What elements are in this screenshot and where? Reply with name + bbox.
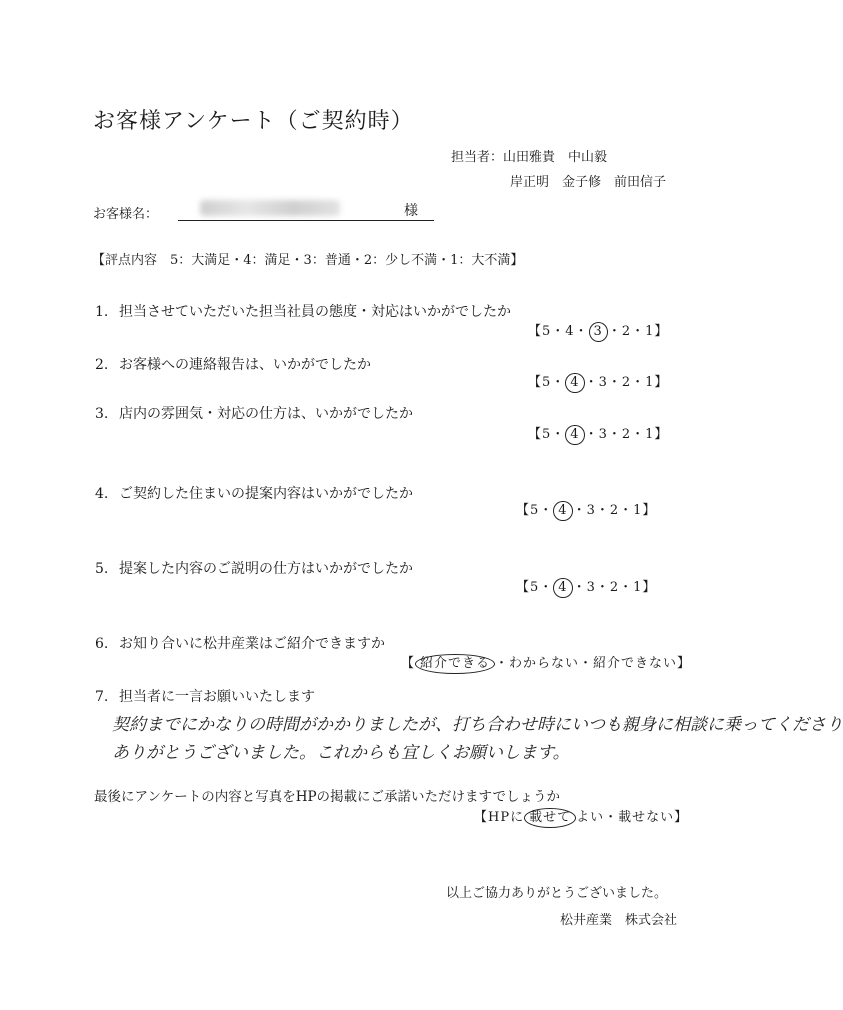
answer-options: ・わからない・紹介できない】: [495, 656, 692, 671]
circled-answer: 4: [565, 373, 584, 393]
question-text: 店内の雰囲気・対応の仕方は、いかがでしたか: [119, 406, 413, 422]
answer-options: 【5・: [528, 375, 566, 390]
customer-honorific: 様: [404, 203, 418, 219]
staff-line-2: 岸正明 金子修 前田信子: [510, 175, 667, 190]
redacted-customer-name: [200, 200, 340, 216]
answer-4: [516, 499, 656, 521]
question-text: 提案した内容のご説明の仕方はいかがでしたか: [119, 561, 413, 577]
circled-answer: 4: [565, 425, 584, 445]
circled-answer: 載せて: [524, 808, 576, 828]
answer-options: ・2・1】: [607, 324, 669, 339]
circled-answer: 4: [553, 501, 572, 521]
closing-message: 以上ご協力ありがとうございました。: [446, 886, 668, 901]
question-number: 2.: [95, 357, 109, 373]
circled-answer: 紹介できる: [415, 654, 495, 674]
question-number: 5.: [95, 561, 109, 577]
answer-options: 【5・: [528, 427, 566, 442]
question-6: [95, 633, 385, 653]
answer-options: 【5・4・: [528, 324, 589, 339]
question-number: 6.: [95, 636, 109, 652]
answer-options: 【5・: [516, 580, 554, 595]
answer-6: [401, 652, 691, 674]
company-name: 松井産業 株式会社: [560, 913, 678, 928]
staff-line-1: 担当者：山田雅貴 中山毅: [451, 150, 608, 165]
question-3: [95, 403, 413, 423]
answer-options: 【HPに: [474, 810, 525, 825]
hp-consent-answer: [474, 806, 688, 828]
answer-options: 【5・: [516, 503, 554, 518]
question-number: 3.: [95, 406, 109, 422]
circled-answer: 3: [589, 322, 608, 342]
hp-consent-question: 最後にアンケートの内容と写真をHPの掲載にご承諾いただけますでしょうか: [94, 789, 560, 805]
page-title: お客様アンケート（ご契約時）: [93, 109, 414, 134]
answer-5: [516, 576, 656, 598]
question-4: [95, 483, 413, 503]
answer-options: 【: [401, 656, 416, 671]
rating-scale-legend: 【評点内容 5：大満足・4：満足・3：普通・2：少し不満・1：大不満】: [92, 253, 524, 268]
question-number: 1.: [95, 304, 109, 320]
question-1: [95, 301, 511, 321]
question-2: [95, 354, 371, 374]
question-7: [95, 686, 315, 706]
question-text: お知り合いに松井産業はご紹介できますか: [119, 636, 385, 652]
answer-options: ・3・2・1】: [584, 427, 669, 442]
question-5: [95, 558, 413, 578]
answer-options: ・3・2・1】: [572, 580, 657, 595]
question-text: ご契約した住まいの提案内容はいかがでしたか: [119, 486, 413, 502]
answer-options: ・3・2・1】: [572, 503, 657, 518]
handwritten-comment-line-2: ありがとうございました。これからも宜しくお願いします。: [112, 743, 570, 763]
question-number: 4.: [95, 486, 109, 502]
question-text: お客様への連絡報告は、いかがでしたか: [119, 357, 371, 373]
answer-1: [528, 320, 668, 342]
answer-options: ・3・2・1】: [584, 375, 669, 390]
question-number: 7.: [95, 689, 109, 705]
answer-2: [528, 371, 668, 393]
answer-options: よい・載せない】: [576, 810, 689, 825]
customer-name-underline: [178, 220, 434, 221]
question-text: 担当させていただいた担当社員の態度・対応はいかがでしたか: [119, 304, 511, 320]
circled-answer: 4: [553, 578, 572, 598]
customer-name-label: お客様名：: [93, 207, 159, 222]
handwritten-comment-line-1: 契約までにかなりの時間がかかりましたが、打ち合わせ時にいつも親身に相談に乗ってくださり: [112, 715, 843, 735]
answer-3: [528, 423, 668, 445]
question-text: 担当者に一言お願いいたします: [119, 689, 315, 705]
